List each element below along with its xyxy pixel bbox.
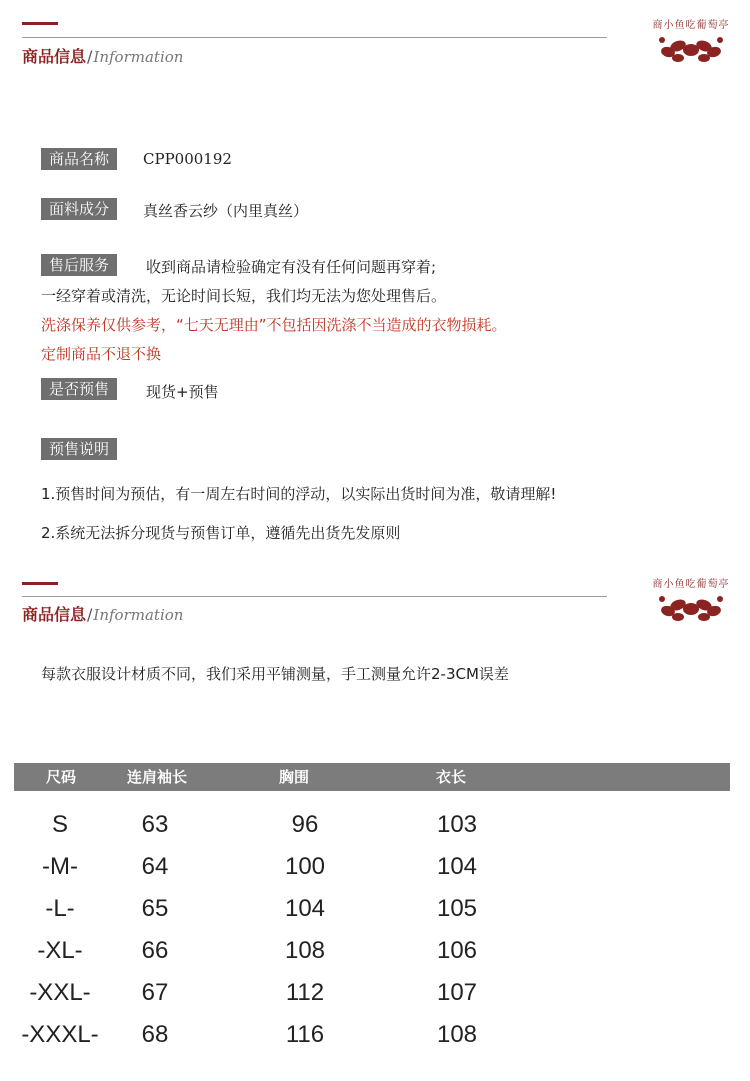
size-cell: -L- (45, 895, 75, 922)
chinese-knot-icon (656, 589, 726, 629)
section-title-separator: / (87, 47, 93, 66)
section-title (22, 602, 183, 625)
sleeve-length-cell: 66 (141, 937, 169, 964)
length-cell: 105 (436, 895, 478, 922)
brand-name: 商小鱼吃葡萄亭 (652, 20, 730, 31)
after-sales-line-1: 收到商品请检验确定有没有任何问题再穿着; (146, 258, 437, 276)
section-divider (22, 596, 607, 597)
product-name-value: CPP000192 (143, 150, 232, 168)
length-cell: 108 (436, 1021, 478, 1048)
after-sales-warning: 洗涤保养仅供参考，“七天无理由”不包括因洗涤不当造成的衣物损耗。 (41, 316, 507, 334)
size-cell: -XXL- (29, 979, 91, 1006)
sleeve-length-cell: 64 (141, 853, 169, 880)
section-title-separator: / (87, 605, 93, 624)
chest-header: 胸围 (279, 768, 310, 786)
presale-value: 现货+预售 (146, 383, 219, 401)
section-divider (22, 37, 607, 38)
brand-name: 商小鱼吃葡萄亭 (652, 579, 730, 590)
fabric-value: 真丝香云纱（内里真丝） (143, 202, 309, 220)
product-name-label: 商品名称 (41, 148, 117, 170)
section-title-en: Information (93, 48, 184, 66)
chinese-knot-icon (656, 30, 726, 70)
section-accent-bar (22, 22, 58, 25)
size-table-header (14, 763, 730, 791)
length-cell: 103 (436, 811, 478, 838)
size-header: 尺码 (46, 768, 77, 786)
size-cell: S (51, 811, 68, 838)
chest-cell: 100 (284, 853, 326, 880)
presale-label: 是否预售 (41, 378, 117, 400)
after-sales-label: 售后服务 (41, 254, 117, 276)
sleeve-length-header: 连肩袖长 (127, 768, 188, 786)
presale-note-1: 1.预售时间为预估，有一周左右时间的浮动，以实际出货时间为准，敬请理解! (41, 485, 557, 503)
brand-logo (650, 575, 732, 631)
presale-note-label: 预售说明 (41, 438, 117, 460)
measurement-note: 每款衣服设计材质不同，我们采用平铺测量，手工测量允许2-3CM误差 (41, 665, 509, 683)
sleeve-length-cell: 65 (141, 895, 169, 922)
chest-cell: 96 (291, 811, 319, 838)
presale-note-2: 2.系统无法拆分现货与预售订单，遵循先出货先发原则 (41, 524, 401, 542)
sleeve-length-cell: 63 (141, 811, 169, 838)
sleeve-length-cell: 67 (141, 979, 169, 1006)
size-cell: -M- (42, 853, 78, 880)
chest-cell: 104 (284, 895, 326, 922)
section-accent-bar (22, 582, 58, 585)
chest-cell: 112 (285, 979, 325, 1006)
length-cell: 104 (436, 853, 478, 880)
size-cell: -XXXL- (21, 1021, 99, 1048)
section-title-cn: 商品信息 (22, 47, 87, 66)
chest-cell: 108 (284, 937, 326, 964)
custom-no-return-notice: 定制商品不退不换 (41, 345, 162, 363)
length-cell: 107 (436, 979, 478, 1006)
section-title (22, 44, 183, 67)
section-title-en: Information (93, 606, 184, 624)
length-cell: 106 (436, 937, 478, 964)
size-cell: -XL- (37, 937, 83, 964)
after-sales-line-2: 一经穿着或清洗，无论时间长短，我们均无法为您处理售后。 (41, 287, 447, 305)
chest-cell: 116 (285, 1021, 325, 1048)
length-header: 衣长 (436, 768, 467, 786)
sleeve-length-cell: 68 (141, 1021, 169, 1048)
brand-logo (650, 16, 732, 72)
fabric-label: 面料成分 (41, 198, 117, 220)
section-title-cn: 商品信息 (22, 605, 87, 624)
